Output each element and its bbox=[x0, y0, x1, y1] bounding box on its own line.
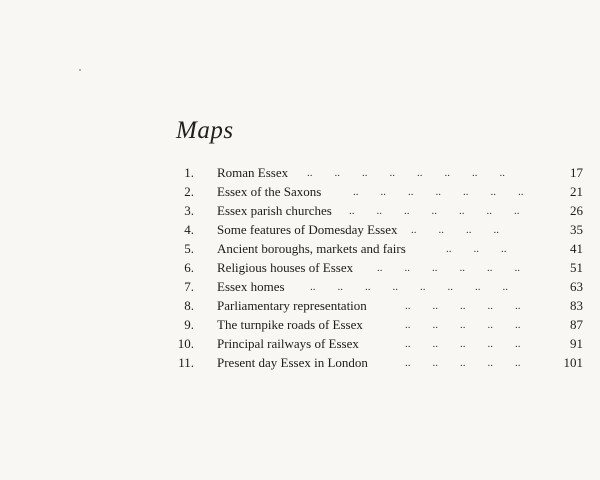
entry-title: Essex of the Saxons bbox=[217, 184, 322, 199]
dot-leader: .. .. .. .. .. bbox=[405, 357, 521, 369]
entry-page: 63 bbox=[570, 279, 583, 294]
entry-number: 10. bbox=[177, 336, 194, 351]
entry-title: Present day Essex in London bbox=[217, 355, 368, 370]
entry-page: 87 bbox=[570, 317, 583, 332]
map-entry-2 bbox=[0, 183, 600, 201]
entry-number: 3. bbox=[184, 203, 194, 218]
dot-leader: .. .. .. .. bbox=[411, 224, 499, 236]
map-entry-4 bbox=[0, 221, 600, 239]
entry-page: 83 bbox=[570, 298, 583, 313]
dot-leader: .. .. .. .. .. .. .. .. bbox=[307, 167, 505, 179]
map-entry-5 bbox=[0, 240, 600, 258]
entry-title: The turnpike roads of Essex bbox=[217, 317, 363, 332]
map-entry-9 bbox=[0, 316, 600, 334]
dot-leader: .. .. .. .. .. bbox=[405, 338, 521, 350]
entry-page: 26 bbox=[570, 203, 583, 218]
entry-title: Parliamentary representation bbox=[217, 298, 367, 313]
page-heading: Maps bbox=[176, 117, 234, 144]
entry-number: 5. bbox=[184, 241, 194, 256]
entry-number: 4. bbox=[184, 222, 194, 237]
entry-number: 1. bbox=[184, 165, 194, 180]
entry-number: 6. bbox=[184, 260, 194, 275]
entry-page: 51 bbox=[570, 260, 583, 275]
entry-title: Principal railways of Essex bbox=[217, 336, 359, 351]
entry-title: Religious houses of Essex bbox=[217, 260, 354, 275]
entry-number: 7. bbox=[184, 279, 194, 294]
map-entry-1 bbox=[0, 164, 600, 182]
dot-leader: .. .. .. .. .. bbox=[405, 300, 521, 312]
map-entry-11 bbox=[0, 354, 600, 372]
entry-page: 35 bbox=[570, 222, 583, 237]
entry-page: 41 bbox=[570, 241, 583, 256]
entry-number: 9. bbox=[184, 317, 194, 332]
entry-title: Ancient boroughs, markets and fairs bbox=[217, 241, 406, 256]
entry-title: Essex parish churches bbox=[217, 203, 332, 218]
entry-title: Roman Essex bbox=[217, 165, 289, 180]
entry-number: 2. bbox=[184, 184, 194, 199]
entry-page: 91 bbox=[570, 336, 583, 351]
entry-page: 17 bbox=[570, 165, 583, 180]
entry-title: Essex homes bbox=[217, 279, 285, 294]
entry-number: 11. bbox=[178, 355, 194, 370]
entry-title: Some features of Domesday Essex bbox=[217, 222, 398, 237]
entry-page: 101 bbox=[563, 355, 583, 370]
dot-leader: .. .. .. .. .. .. bbox=[377, 262, 520, 274]
map-entry-3 bbox=[0, 202, 600, 220]
paper-speck bbox=[79, 69, 81, 71]
map-entry-8 bbox=[0, 297, 600, 315]
dot-leader: .. .. .. .. .. .. .. .. bbox=[310, 281, 508, 293]
map-entry-7 bbox=[0, 278, 600, 296]
dot-leader: .. .. .. .. .. .. .. bbox=[353, 186, 524, 198]
dot-leader: .. .. .. .. .. .. .. bbox=[349, 205, 520, 217]
entry-page: 21 bbox=[570, 184, 583, 199]
dot-leader: .. .. .. bbox=[446, 243, 507, 255]
entry-number: 8. bbox=[184, 298, 194, 313]
map-entry-6 bbox=[0, 259, 600, 277]
dot-leader: .. .. .. .. .. bbox=[405, 319, 521, 331]
map-entry-10 bbox=[0, 335, 600, 353]
